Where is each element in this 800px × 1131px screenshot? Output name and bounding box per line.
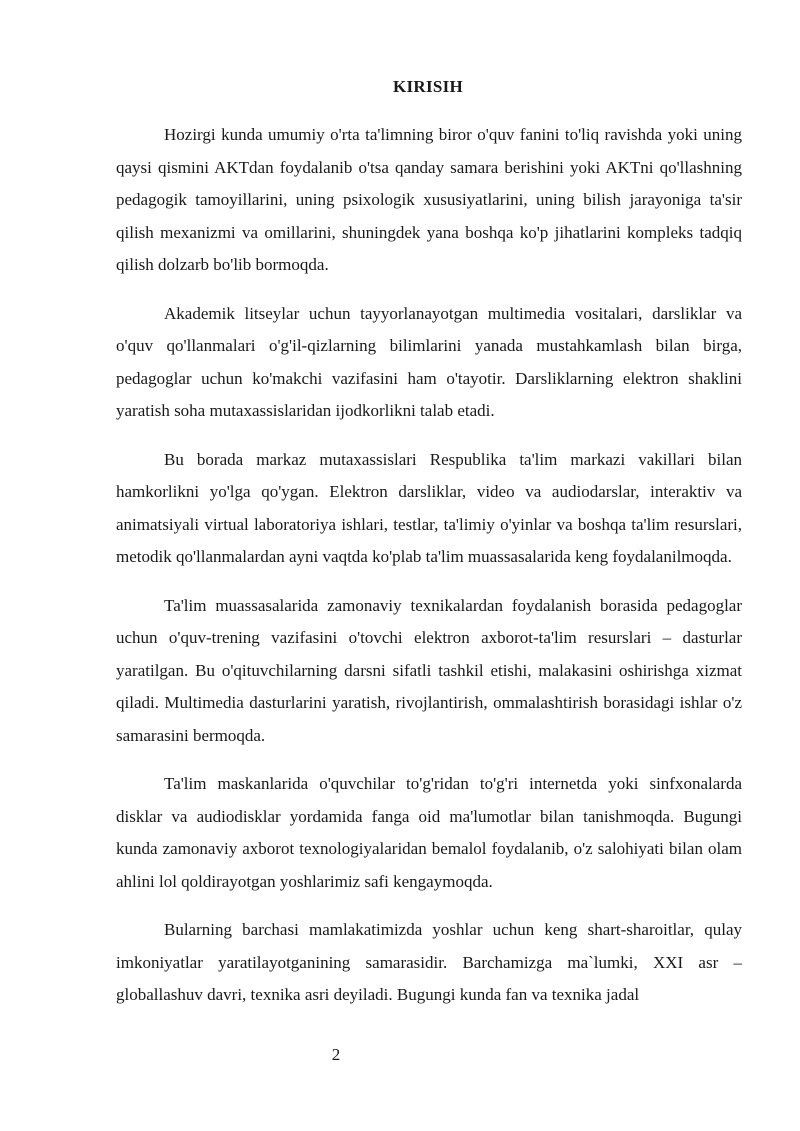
page-title: KIRISIH [392,77,464,96]
paragraph-4: Ta'lim muassasalarida zamonaviy texnikalardan foydalanish borasida pedagoglar uchun o'quv-trening vazifasini o'tovchi elektron axborot-ta'lim resurslari – dasturlar yaratilgan. Bu o'qituvchilarning darsni sifatli tashkil etishi, malakasini oshirishga xizmat qiladi. Multimedia dasturlarini yaratish, rivojlantirish, ommalashtirish borasidagi ishlar o'z samarasini bermoqda. [116,595,742,745]
paragraph-2: Akademik litseylar uchun tayyorlanayotgan multimedia vositalari, darsliklar va o'quv qo'llanmalari o'g'il-qizlarning bilimlarini yanada mustahkamlash bilan birga, pedagoglar uchun ko'makchi vazifasini ham o'tayotir. Darsliklarning elektron shaklini yaratish soha mutaxassislaridan ijodkorlikni talab etadi. [116,303,742,420]
paragraph-3: Bu borada markaz mutaxassislari Respublika ta'lim markazi vakillari bilan hamkorlikni yo'lga qo'ygan. Elektron darsliklar, video va audiodarslar, interaktiv va animatsiyali virtual laboratoriya ishlari, testlar, ta'limiy o'yinlar va boshqa ta'lim resurslari, metodik qo'llanmalardan ayni vaqtda ko'plab ta'lim muassasalarida keng foydalanilmoqda. [116,449,742,566]
page-number: 2 [331,1045,341,1064]
paragraph-5: Ta'lim maskanlarida o'quvchilar to'g'ridan to'g'ri internetda yoki sinfxonalarda disklar va audiodisklar yordamida fanga oid ma'lumotlar bilan tanishmoqda. Bugungi kunda zamonaviy axborot texnologiyalaridan bemalol foydalanib, o'z salohiyati bilan olam ahlini lol qoldirayotgan yoshlarimiz safi kengaymoqda. [116,774,742,891]
paragraph-6: Bularning barchasi mamlakatimizda yoshlar uchun keng shart-sharoitlar, qulay imkoniyatlar yaratilayotganining samarasidir. Barchamizga ma`lumki, XXI asr – globallashuv davri, texnika asri deyiladi. Bugungi kunda fan va texnika jadal [116,920,742,1004]
paragraph-1: Hozirgi kunda umumiy o'rta ta'limning biror o'quv fanini to'liq ravishda yoki uning qaysi qismini AKTdan foydalanib o'tsa qanday samara berishini yoki AKTni qo'llashning pedagogik tamoyillarini, uning psixologik xususiyatlarini, uning bilish jarayoniga ta'sir qilish mexanizmi va omillarini, shuningdek yana boshqa ko'p jihatlarini kompleks tadqiq qilish dolzarb bo'lib bormoqda. [116,125,742,274]
body-text [116,119,742,1028]
